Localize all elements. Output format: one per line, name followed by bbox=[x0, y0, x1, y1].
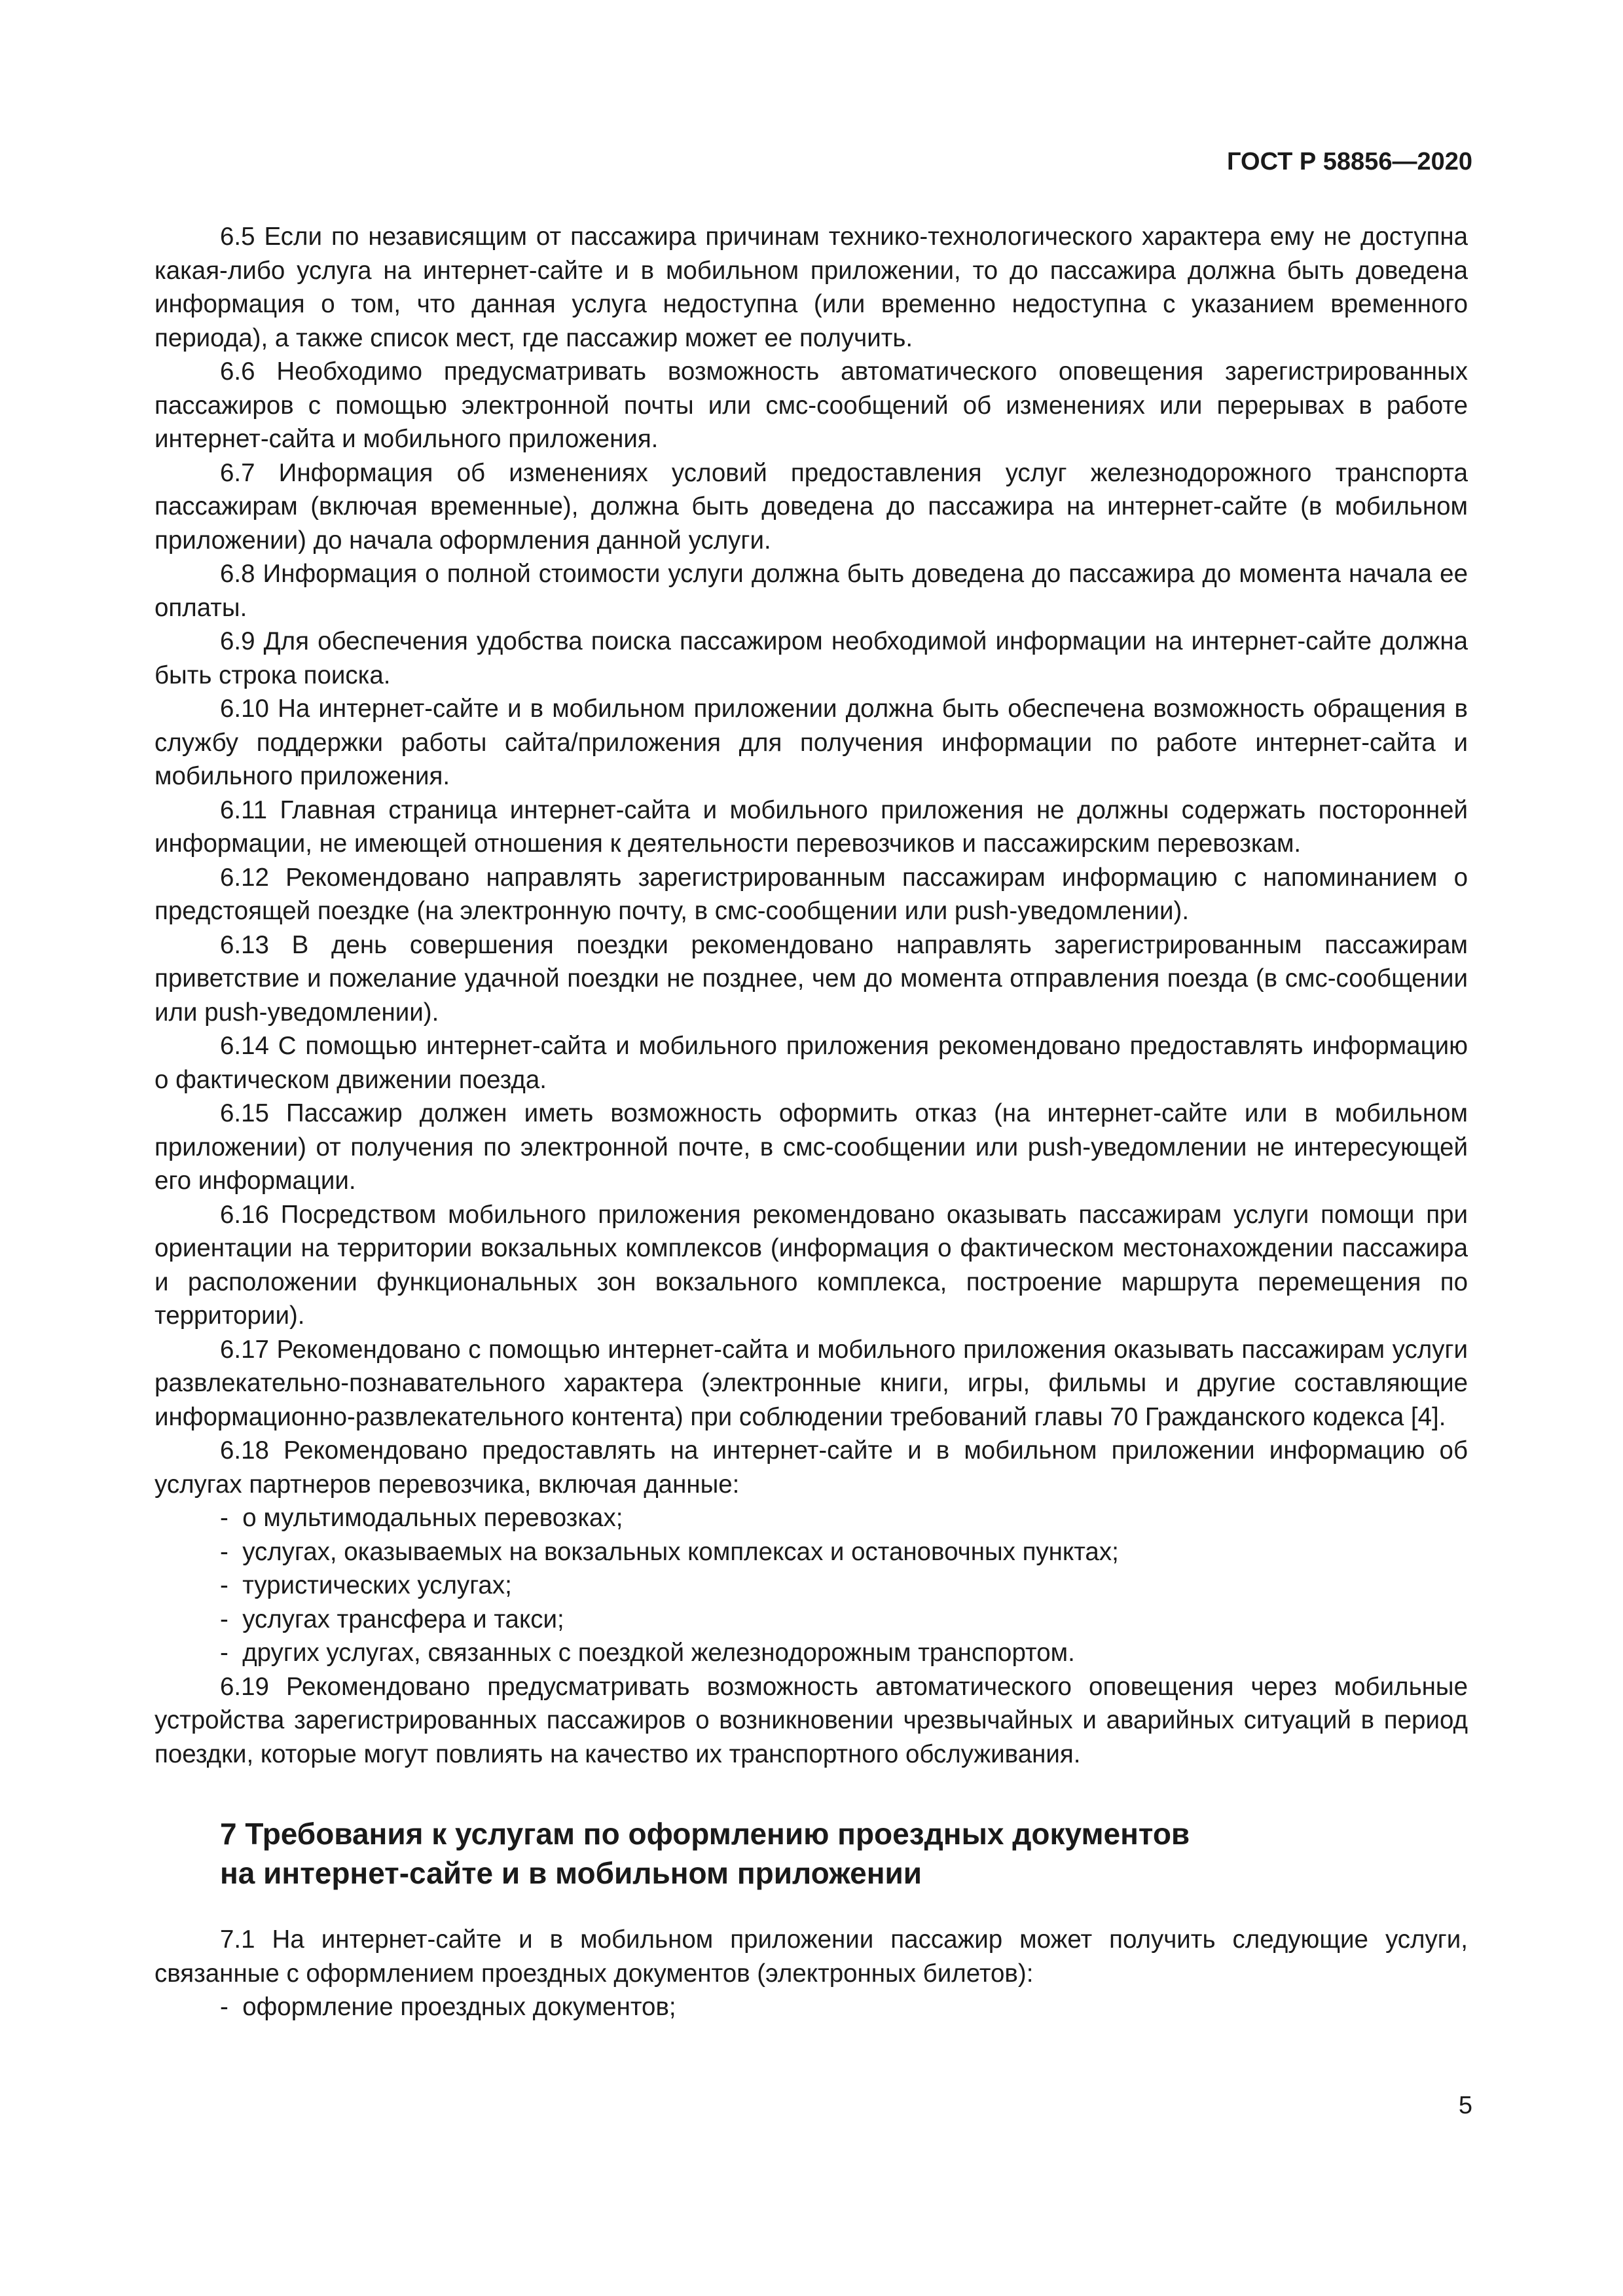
paragraph-7-1: 7.1 На интернет-сайте и в мобильном приложении пассажир может получить следующие услуги, связанные с оформлением проездных документов (электронных билетов): bbox=[155, 1925, 1468, 1988]
section-7-title bbox=[155, 1814, 1468, 1893]
paragraph-6-10: 6.10 На интернет-сайте и в мобильном приложении должна быть обеспечена возможность обращения в службу поддержки работы сайта/приложения для получения информации по работе интернет-сайта и мобильного приложения. bbox=[155, 695, 1468, 790]
list-item-ticketing: - оформление проездных документов; bbox=[155, 1990, 1468, 2024]
document-body bbox=[155, 220, 1468, 2024]
page-number: 5 bbox=[1458, 2092, 1472, 2119]
paragraph-6-11: 6.11 Главная страница интернет-сайта и мобильного приложения не должны содержать посторонней информации, не имеющей отношения к деятельности перевозчиков и пассажирским перевозкам. bbox=[155, 795, 1468, 858]
paragraph-6-18: 6.18 Рекомендовано предоставлять на интернет-сайте и в мобильном приложении информацию об услугах партнеров перевозчика, включая данные: bbox=[155, 1436, 1468, 1499]
paragraph-6-5: 6.5 Если по независящим от пассажира причинам технико-технологического характера ему не доступна какая-либо услуга на интернет-сайте и в мобильном приложении, то до пассажира должна быть доведена информация о том, что данная услуга недоступна (или временно недоступна с указанием временного периода), а также список мест, где пассажир может ее получить. bbox=[155, 223, 1468, 352]
paragraph-6-13: 6.13 В день совершения поездки рекомендовано направлять зарегистрированным пассажирам приветствие и пожелание удачной поездки не позднее, чем до момента отправления поезда (в смс-сообщении или push-уведомлении). bbox=[155, 930, 1468, 1027]
paragraph-6-19: 6.19 Рекомендовано предусматривать возможность автоматического оповещения через мобильные устройства зарегистрированных пассажиров о возникновении чрезвычайных и аварийных ситуаций в период поездки, которые могут повлиять на качество их транспортного обслуживания. bbox=[155, 1672, 1468, 1768]
paragraph-6-14: 6.14 С помощью интернет-сайта и мобильного приложения рекомендовано предоставлять информацию о фактическом движении поезда. bbox=[155, 1032, 1468, 1094]
paragraph-6-8: 6.8 Информация о полной стоимости услуги должна быть доведена до пассажира до момента начала ее оплаты. bbox=[155, 560, 1468, 622]
paragraph-6-12: 6.12 Рекомендовано направлять зарегистрированным пассажирам информацию с напоминанием о предстоящей поездке (на электронную почту, в смс-сообщении или push-уведомлении). bbox=[155, 863, 1468, 925]
list-item-transfer-taxi: - услугах трансфера и такси; bbox=[155, 1603, 1468, 1637]
paragraph-6-7: 6.7 Информация об изменениях условий предоставления услуг железнодорожного транспорта пассажирам (включая временные), должна быть доведена до пассажира на интернет-сайте (в мобильном приложении) до начала оформления данной услуги. bbox=[155, 458, 1468, 555]
list-item-other: - других услугах, связанных с поездкой железнодорожным транспортом. bbox=[155, 1636, 1468, 1670]
paragraph-6-17: 6.17 Рекомендовано с помощью интернет-сайта и мобильного приложения оказывать пассажирам услуги развлекательно-познавательного характера (электронные книги, игры, фильмы и другие составляющие информационно-развлекательного контента) при соблюдении требований главы 70 Гражданского кодекса [4]. bbox=[155, 1335, 1468, 1431]
paragraph-6-16: 6.16 Посредством мобильного приложения рекомендовано оказывать пассажирам услуги помощи при ориентации на территории вокзальных комплексов (информация о фактическом местонахождении пассажира и расположении функциональных зон вокзального комплекса, построение маршрута перемещения по территории). bbox=[155, 1200, 1468, 1330]
section-7-title-line-1: 7 Требования к услугам по оформлению проездных документов bbox=[220, 1817, 1190, 1851]
document-code-header: ГОСТ Р 58856—2020 bbox=[1227, 148, 1472, 175]
section-7-title-line-2: на интернет-сайте и в мобильном приложении bbox=[220, 1856, 922, 1890]
paragraph-6-15: 6.15 Пассажир должен иметь возможность оформить отказ (на интернет-сайте или в мобильном приложении) от получения по электронной почте, в смс-сообщении или push-уведомлении не интересующей его информации. bbox=[155, 1099, 1468, 1195]
list-item-tourist: - туристических услугах; bbox=[155, 1569, 1468, 1603]
paragraph-6-6: 6.6 Необходимо предусматривать возможность автоматического оповещения зарегистрированных пассажиров с помощью электронной почты или смс-сообщений об изменениях или перерывах в работе интернет-сайта и мобильного приложения. bbox=[155, 357, 1468, 453]
paragraph-6-9: 6.9 Для обеспечения удобства поиска пассажиром необходимой информации на интернет-сайте должна быть строка поиска. bbox=[155, 627, 1468, 689]
list-item-station-services: - услугах, оказываемых на вокзальных комплексах и остановочных пунктах; bbox=[155, 1535, 1468, 1569]
list-item-multimodal: - о мультимодальных перевозках; bbox=[155, 1501, 1468, 1535]
